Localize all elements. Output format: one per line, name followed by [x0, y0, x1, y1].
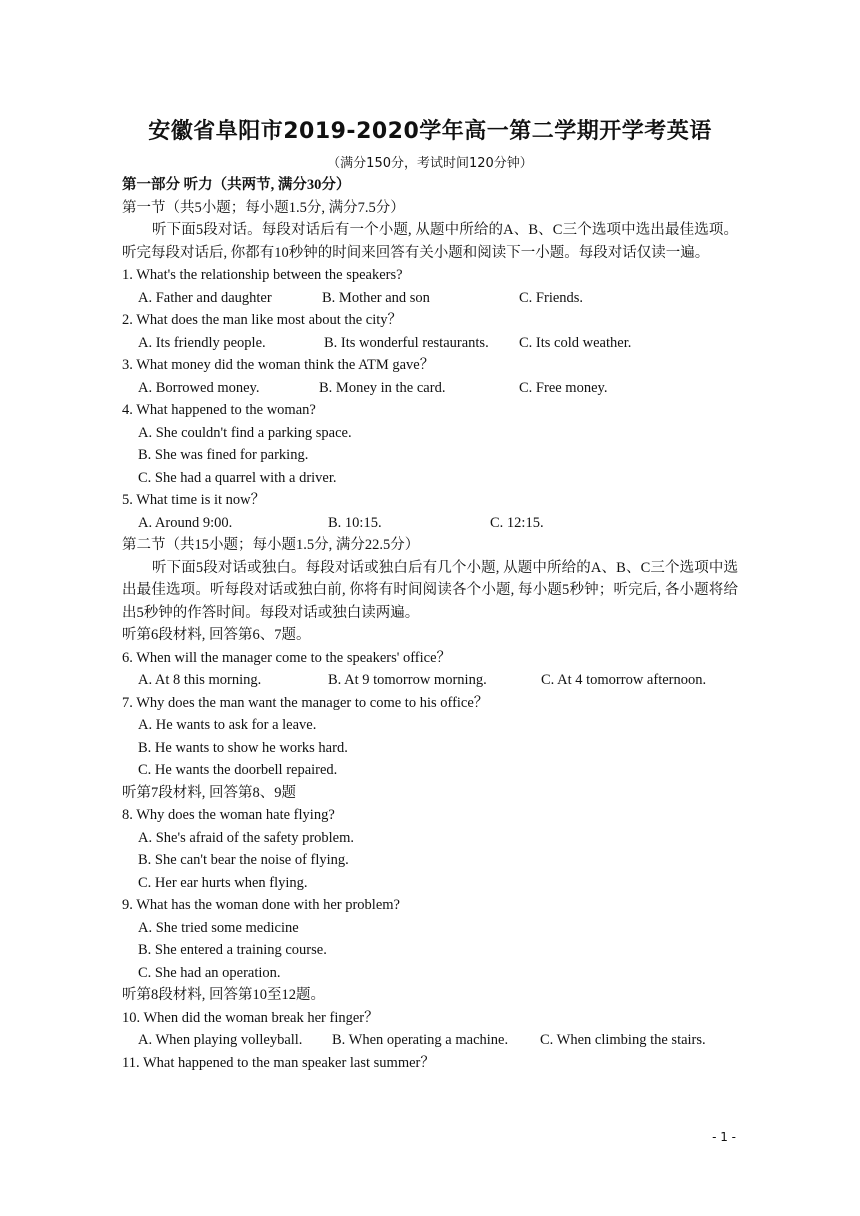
question-10-options: [122, 1029, 738, 1052]
option-b: B. Money in the card.: [319, 379, 446, 396]
question-3-stem: 3. What money did the woman think the ATM gave？: [122, 357, 435, 373]
option-c: C. She had an operation.: [138, 964, 281, 981]
option-c: C. When climbing the stairs.: [540, 1032, 706, 1048]
option-a: A. When playing volleyball.: [138, 1032, 303, 1048]
option-b: B. She was fined for parking.: [138, 447, 309, 463]
question-2-options: [122, 332, 738, 355]
question-1-stem: 1. What's the relationship between the speakers?: [122, 267, 403, 283]
option-c: C. She had a quarrel with a driver.: [138, 469, 337, 486]
question-11-stem: 11. What happened to the man speaker last summer？: [122, 1054, 435, 1071]
option-a: A. She tried some medicine: [138, 919, 299, 936]
material-7-note: 听第7段材料, 回答第8、9题: [122, 784, 296, 801]
option-c: C. He wants the doorbell repaired.: [138, 762, 338, 778]
option-a: A. At 8 this morning.: [138, 672, 262, 688]
option-b: B. Its wonderful restaurants.: [324, 334, 489, 351]
option-c: C. At 4 tomorrow afternoon.: [541, 672, 707, 688]
option-b: B. At 9 tomorrow morning.: [328, 672, 487, 688]
question-5-options: [122, 512, 738, 535]
option-c: C. Her ear hurts when flying.: [138, 874, 308, 891]
option-b: B. Mother and son: [322, 289, 430, 306]
question-5-stem: 5. What time is it now？: [122, 492, 266, 508]
page-number: - 1 -: [712, 1130, 736, 1144]
option-a: A. She couldn't find a parking space.: [138, 424, 352, 441]
option-c: C. Friends.: [519, 289, 584, 306]
option-a: A. Around 9:00.: [138, 514, 233, 531]
question-7-stem: 7. Why does the man want the manager to come to his office？: [122, 694, 489, 711]
question-10-stem: 10. When did the woman break her finger？: [122, 1009, 379, 1026]
option-c: C. Free money.: [519, 379, 608, 396]
option-b: B. He wants to show he works hard.: [138, 739, 348, 756]
question-6-options: [122, 669, 738, 692]
question-9-stem: 9. What has the woman done with her problem?: [122, 897, 400, 913]
option-a: A. Borrowed money.: [138, 379, 260, 396]
question-4-stem: 4. What happened to the woman?: [122, 402, 316, 418]
material-8-note: 听第8段材料, 回答第10至12题。: [122, 987, 325, 1003]
section2-heading: 第二节（共15小题；每小题1.5分, 满分22.5分）: [122, 537, 420, 553]
option-c: C. 12:15.: [490, 514, 544, 531]
question-8-stem: 8. Why does the woman hate flying?: [122, 807, 335, 823]
question-3-options: [122, 377, 738, 400]
section1-heading: 第一节（共5小题；每小题1.5分, 满分7.5分）: [122, 199, 405, 216]
option-a: A. He wants to ask for a leave.: [138, 717, 317, 733]
page-title: 安徽省阜阳市2019-2020学年高一第二学期开学考英语: [148, 119, 712, 144]
question-1-options: [122, 287, 738, 310]
option-c: C. Its cold weather.: [519, 334, 632, 351]
question-6-stem: 6. When will the manager come to the speakers' office？: [122, 649, 452, 666]
section1-instruction: 听下面5段对话。每段对话后有一个小题, 从题中所给的A、B、C三个选项中选出最佳选项。听完每段对话后, 你都有10秒钟的时间来回答有关小题和阅读下一小题。每段对话仅读一遍。: [122, 222, 738, 261]
part1-heading: 第一部分 听力（共两节, 满分30分）: [122, 177, 351, 193]
option-a: A. Father and daughter: [138, 289, 272, 306]
question-2-stem: 2. What does the man like most about the city？: [122, 312, 403, 328]
material-6-note: 听第6段材料, 回答第6、7题。: [122, 627, 311, 643]
option-a: A. She's afraid of the safety problem.: [138, 829, 355, 846]
section2-instruction: 听下面5段对话或独白。每段对话或独白后有几个小题, 从题中所给的A、B、C三个选项中选出最佳选项。听每段对话或独白前, 你将有时间阅读各个小题, 每小题5秒钟；听完后, 各小题将给出5秒钟的作答时间。每段对话或独白读两遍。: [122, 559, 738, 621]
exam-body: [122, 174, 738, 1074]
option-b: B. When operating a machine.: [332, 1032, 509, 1048]
option-b: B. She entered a training course.: [138, 942, 327, 958]
option-b: B. 10:15.: [328, 514, 382, 531]
page-subtitle: （满分150分，考试时间120分钟）: [327, 156, 533, 171]
option-b: B. She can't bear the noise of flying.: [138, 852, 349, 868]
option-a: A. Its friendly people.: [138, 334, 266, 351]
